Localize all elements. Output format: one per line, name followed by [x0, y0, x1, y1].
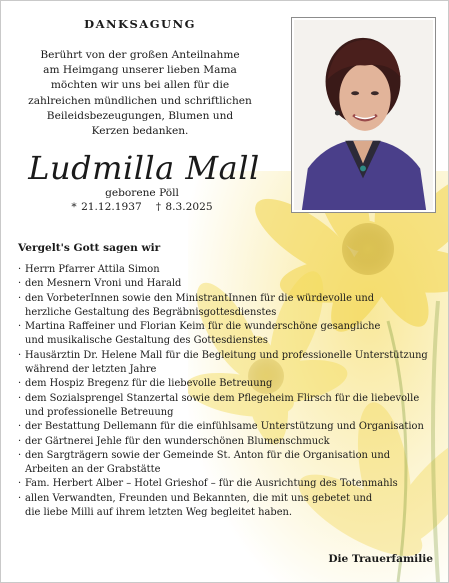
list-item	[18, 320, 438, 349]
list-item-text: den VorbeterInnen sowie den MinistrantInnen für die würdevolle und	[25, 292, 375, 304]
intro-text	[1, 48, 279, 139]
list-item	[18, 277, 438, 291]
bullet: ·	[18, 478, 22, 490]
list-item	[18, 292, 438, 321]
intro-line: Berührt von der großen Anteilnahme	[40, 49, 240, 61]
birth-date: * 21.12.1937	[71, 201, 142, 213]
list-item	[18, 349, 438, 378]
thanks-heading: Vergelt's Gott sagen wir	[18, 242, 161, 254]
list-item-text: den Mesnern Vroni und Harald	[25, 278, 182, 290]
list-item-text: und musikalische Gestaltung des Gottesdienstes	[25, 335, 268, 347]
list-item-text: der Gärtnerei Jehle für den wunderschönen Blumenschmuck	[25, 435, 330, 447]
list-item	[18, 392, 438, 421]
bullet: ·	[18, 378, 22, 390]
birth-name: geborene Pöll	[105, 187, 179, 199]
list-item	[18, 420, 438, 434]
list-item-text: Martina Raffeiner und Florian Keim für die wunderschöne gesangliche	[25, 321, 381, 333]
list-item	[18, 492, 438, 521]
intro-line: am Heimgang unserer lieben Mama	[43, 64, 237, 77]
bullet: ·	[18, 278, 22, 290]
bullet: ·	[18, 449, 22, 461]
intro-line: zahlreichen mündlichen und schriftlichen	[28, 94, 252, 107]
list-item-text: die liebe Milli auf ihrem letzten Weg begleitet haben.	[25, 507, 293, 519]
list-item	[18, 449, 438, 478]
intro-line: möchten wir uns bei allen für die	[50, 79, 230, 92]
bullet: ·	[18, 492, 22, 504]
life-dates	[1, 201, 283, 213]
thanks-list	[18, 263, 438, 520]
list-item-text: dem Sozialsprengel Stanzertal sowie dem Pflegeheim Flirsch für die liebevolle	[25, 392, 420, 404]
list-item	[18, 377, 438, 391]
intro-line: Kerzen bedanken.	[91, 125, 189, 138]
page-title: DANKSAGUNG	[84, 17, 196, 31]
portrait-photo	[291, 17, 436, 213]
list-item-text: allen Verwandten, Freunden und Bekannten, die mit uns gebetet und	[25, 492, 373, 504]
bullet: ·	[18, 321, 22, 333]
bullet: ·	[18, 264, 22, 275]
list-item-text: Hausärztin Dr. Helene Mall für die Begleitung und professionelle Unterstützung	[25, 349, 428, 361]
bullet: ·	[18, 421, 22, 433]
list-item-text: während der letzten Jahre	[25, 364, 157, 376]
death-date: † 8.3.2025	[155, 201, 213, 213]
list-item	[18, 435, 438, 449]
bullet: ·	[18, 435, 22, 447]
list-item	[18, 263, 438, 277]
portrait-image	[294, 20, 433, 210]
signature: Die Trauerfamilie	[328, 553, 433, 565]
list-item-text: Fam. Herbert Alber – Hotel Grieshof – für die Ausrichtung des Totenmahls	[25, 478, 398, 490]
list-item-text: dem Hospiz Bregenz für die liebevolle Betreuung	[25, 378, 273, 390]
list-item-text: Arbeiten an der Grabstätte	[25, 464, 161, 476]
deceased-name: Ludmilla Mall	[28, 149, 260, 187]
list-item-text: herzliche Gestaltung des Begräbnisgottesdienstes	[25, 306, 277, 318]
list-item-text: Herrn Pfarrer Attila Simon	[25, 264, 160, 275]
list-item-text: der Bestattung Dellemann für die einfühlsame Unterstützung und Organisation	[25, 421, 424, 433]
list-item-text: und professionelle Betreuung	[25, 406, 174, 418]
intro-line: Beileidsbezeugungen, Blumen und	[46, 109, 234, 122]
bullet: ·	[18, 349, 22, 361]
list-item-text: den Sargträgern sowie der Gemeinde St. Anton für die Organisation und	[25, 449, 391, 461]
bullet: ·	[18, 392, 22, 404]
bullet: ·	[18, 292, 22, 304]
list-item	[18, 477, 438, 491]
